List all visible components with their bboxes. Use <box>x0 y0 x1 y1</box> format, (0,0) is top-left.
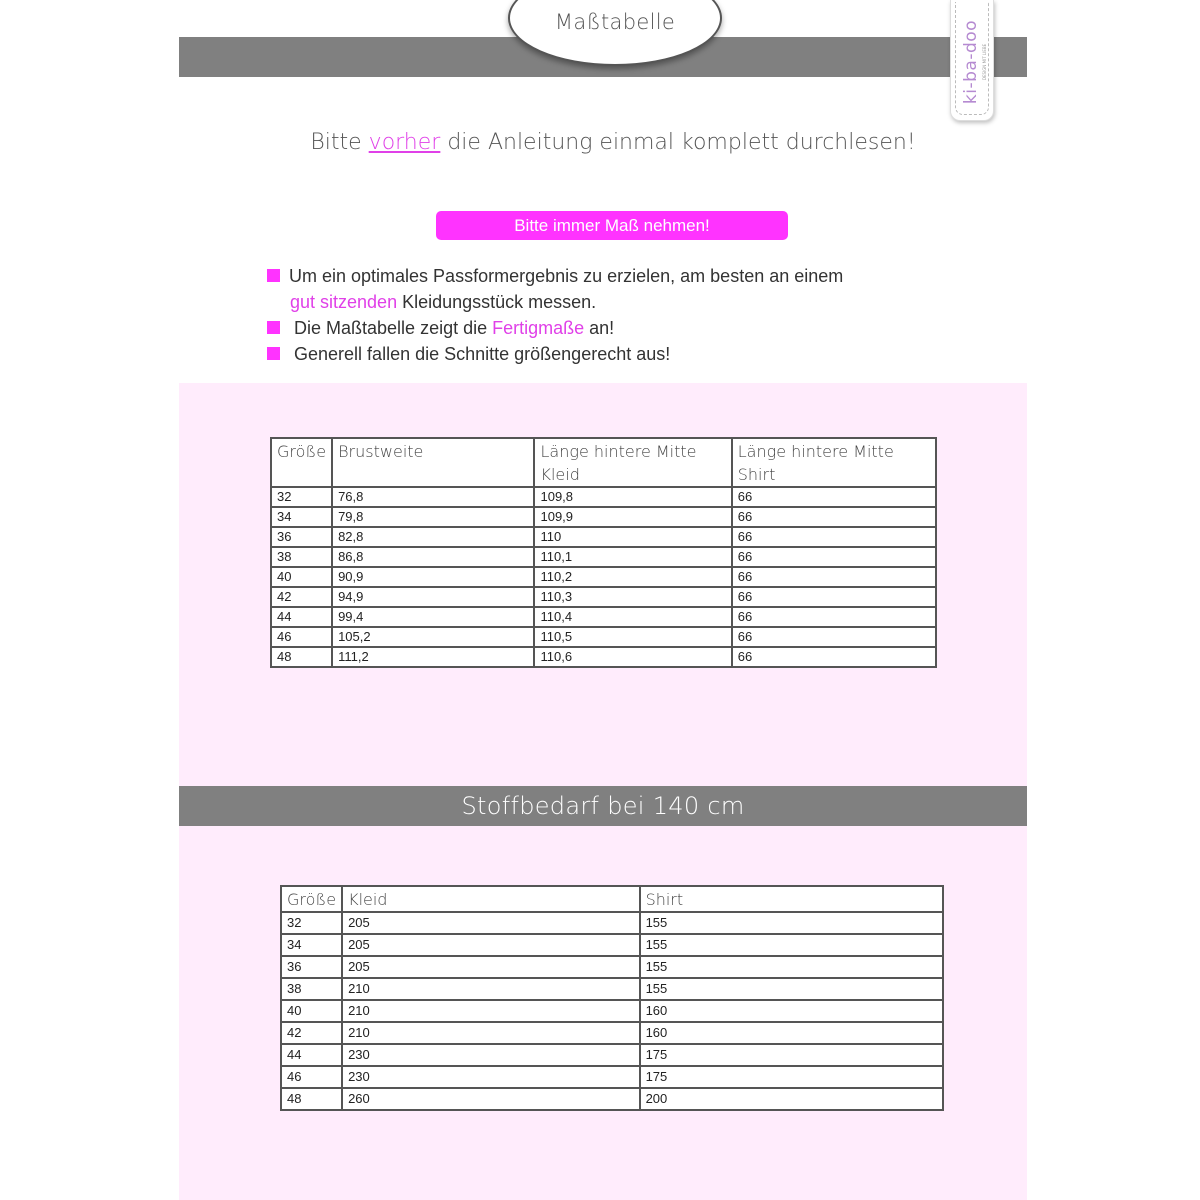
table-row <box>271 527 936 547</box>
table-cell: 160 <box>640 1022 943 1044</box>
measure-banner: Bitte immer Maß nehmen! <box>436 211 788 240</box>
table-row <box>281 1000 943 1022</box>
header-dress: Kleid <box>342 886 639 912</box>
table-cell: 260 <box>342 1088 639 1110</box>
table-row <box>281 934 943 956</box>
table-cell: 205 <box>342 956 639 978</box>
table-cell: 76,8 <box>332 487 534 507</box>
table-cell: 79,8 <box>332 507 534 527</box>
table-cell: 86,8 <box>332 547 534 567</box>
table-cell: 40 <box>271 567 332 587</box>
table-row <box>271 647 936 667</box>
logo-text: ki-ba-doo <box>961 19 981 105</box>
table-cell: 175 <box>640 1044 943 1066</box>
bullet-1-rest: Kleidungsstück messen. <box>397 292 597 312</box>
bullet-1-highlight: gut sitzenden <box>290 292 398 312</box>
header-size: Größe <box>281 886 342 912</box>
bullet-3 <box>267 344 670 365</box>
table-cell: 42 <box>281 1022 342 1044</box>
logo-subtext: DESIGN MIT LIEBE <box>981 43 987 81</box>
read-first-after: die Anleitung einmal komplett durchlesen! <box>447 130 916 155</box>
table-cell: 110 <box>534 527 731 547</box>
table-cell: 66 <box>732 487 936 507</box>
table-cell: 155 <box>640 934 943 956</box>
bullet-1-text: Um ein optimales Passformergebnis zu erzielen, am besten an einem <box>289 266 844 286</box>
fabric-table <box>280 885 944 1111</box>
bullet-1-line-2 <box>290 292 596 313</box>
table-cell: 36 <box>271 527 332 547</box>
table-cell: 155 <box>640 956 943 978</box>
table-row <box>281 1088 943 1110</box>
table-cell: 109,8 <box>534 487 731 507</box>
table-cell: 46 <box>271 627 332 647</box>
table-cell: 38 <box>281 978 342 1000</box>
table-cell: 34 <box>281 934 342 956</box>
table-row <box>281 978 943 1000</box>
table-cell: 66 <box>732 627 936 647</box>
table-cell: 44 <box>271 607 332 627</box>
table-cell: 111,2 <box>332 647 534 667</box>
table-cell: 40 <box>281 1000 342 1022</box>
header-length-dress: Länge hintere Mitte Kleid <box>534 438 731 487</box>
table-cell: 38 <box>271 547 332 567</box>
table-cell: 175 <box>640 1066 943 1088</box>
table-cell: 66 <box>732 587 936 607</box>
table-cell: 205 <box>342 934 639 956</box>
bullet-square-icon <box>267 321 280 334</box>
read-first-notice <box>179 130 1047 155</box>
table-cell: 66 <box>732 547 936 567</box>
table-cell: 155 <box>640 978 943 1000</box>
table-cell: 48 <box>281 1088 342 1110</box>
bullet-2 <box>267 318 614 339</box>
bullet-2-after: an! <box>584 318 615 338</box>
table-cell: 110,3 <box>534 587 731 607</box>
table-header-row <box>281 886 943 912</box>
table-cell: 110,2 <box>534 567 731 587</box>
table-cell: 155 <box>640 912 943 934</box>
table-cell: 230 <box>342 1066 639 1088</box>
table-row <box>271 547 936 567</box>
table-row <box>281 1022 943 1044</box>
table-row <box>271 487 936 507</box>
header-length-shirt: Länge hintere Mitte Shirt <box>732 438 936 487</box>
table-row <box>281 1044 943 1066</box>
bullet-2-before: Die Maßtabelle zeigt die <box>294 318 493 338</box>
table-cell: 210 <box>342 1000 639 1022</box>
table-cell: 210 <box>342 978 639 1000</box>
table-cell: 99,4 <box>332 607 534 627</box>
table-cell: 34 <box>271 507 332 527</box>
table-row <box>271 567 936 587</box>
bullet-2-highlight: Fertigmaße <box>492 318 585 338</box>
bullet-square-icon <box>267 347 280 360</box>
table-cell: 32 <box>271 487 332 507</box>
table-cell: 110,5 <box>534 627 731 647</box>
table-cell: 32 <box>281 912 342 934</box>
header-size: Größe <box>271 438 332 487</box>
table-row <box>281 1066 943 1088</box>
table-row <box>281 912 943 934</box>
table-row <box>281 956 943 978</box>
table-cell: 82,8 <box>332 527 534 547</box>
read-first-emphasis: vorher <box>368 130 441 155</box>
table-cell: 105,2 <box>332 627 534 647</box>
table-cell: 109,9 <box>534 507 731 527</box>
header-chest: Brustweite <box>332 438 534 487</box>
table-cell: 46 <box>281 1066 342 1088</box>
table-row <box>271 607 936 627</box>
table-cell: 42 <box>271 587 332 607</box>
size-table <box>270 437 937 668</box>
table-row <box>271 507 936 527</box>
table-cell: 66 <box>732 607 936 627</box>
table-cell: 66 <box>732 507 936 527</box>
table-cell: 110,6 <box>534 647 731 667</box>
table-header-row <box>271 438 936 487</box>
table-cell: 36 <box>281 956 342 978</box>
table-cell: 44 <box>281 1044 342 1066</box>
bullet-3-text: Generell fallen die Schnitte größengerecht aus! <box>294 344 671 364</box>
table-cell: 66 <box>732 527 936 547</box>
table-cell: 90,9 <box>332 567 534 587</box>
table-cell: 110,1 <box>534 547 731 567</box>
page-title: Maßtabelle <box>554 10 676 34</box>
table-cell: 210 <box>342 1022 639 1044</box>
table-cell: 94,9 <box>332 587 534 607</box>
fabric-section-title: Stoffbedarf bei 140 cm <box>179 786 1027 826</box>
header-shirt: Shirt <box>640 886 943 912</box>
table-cell: 66 <box>732 647 936 667</box>
table-cell: 230 <box>342 1044 639 1066</box>
table-cell: 205 <box>342 912 639 934</box>
table-cell: 160 <box>640 1000 943 1022</box>
table-cell: 48 <box>271 647 332 667</box>
bullet-1-line-1 <box>267 266 843 287</box>
table-row <box>271 627 936 647</box>
read-first-before: Bitte <box>310 130 362 155</box>
table-cell: 110,4 <box>534 607 731 627</box>
bullet-square-icon <box>267 269 280 282</box>
table-cell: 66 <box>732 567 936 587</box>
table-cell: 200 <box>640 1088 943 1110</box>
table-row <box>271 587 936 607</box>
